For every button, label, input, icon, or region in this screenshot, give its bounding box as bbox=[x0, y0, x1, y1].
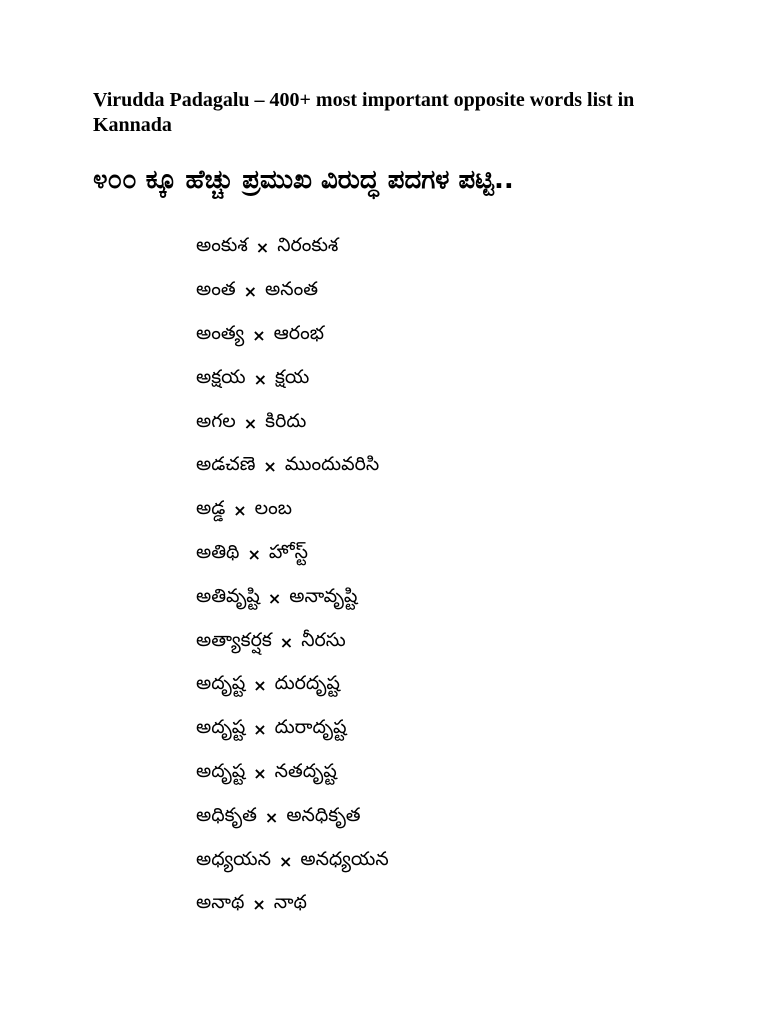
word: అదృష్ట bbox=[196, 716, 246, 739]
word-pair-item bbox=[196, 314, 389, 358]
opposite-word: నాథ bbox=[273, 891, 307, 914]
opposite-word: కిరిదు bbox=[265, 409, 307, 432]
opposite-separator-icon: × bbox=[255, 238, 270, 258]
opposite-separator-icon: × bbox=[252, 895, 266, 915]
word-pair-item bbox=[196, 620, 389, 664]
word-pair-item bbox=[196, 576, 389, 620]
opposite-word: అనధ్యయన bbox=[300, 847, 389, 870]
word: అనాథ bbox=[196, 891, 245, 914]
word-pair-item bbox=[196, 226, 389, 270]
word: అడ్డ bbox=[196, 497, 226, 520]
word-pair-item bbox=[196, 883, 389, 927]
opposite-word: దురదృష్ట bbox=[274, 672, 340, 695]
opposite-separator-icon: × bbox=[247, 544, 261, 564]
opposite-separator-icon: × bbox=[243, 282, 258, 302]
word-pair-item bbox=[196, 708, 389, 752]
word: అంత్య bbox=[196, 321, 245, 344]
opposite-separator-icon: × bbox=[253, 720, 267, 740]
opposite-word: నిరంకుశ bbox=[277, 234, 339, 257]
word: అగల bbox=[196, 409, 236, 432]
word-pair-item bbox=[196, 664, 389, 708]
opposite-word: హోస్ట్ bbox=[268, 540, 308, 563]
opposite-word: నతదృష్ట bbox=[274, 759, 337, 782]
opposite-word: ముందువరిసి bbox=[284, 453, 380, 476]
page-title-kannada: ೪೦೦ ಕ್ಕೂ ಹೆಚ್ಚು ಪ್ರಮುಖ ವಿರುದ್ಧ ಪದಗಳ ಪಟ್ಟಿ.. bbox=[93, 165, 514, 195]
opposite-word: నీరసు bbox=[301, 628, 346, 651]
opposite-word: అనావృష్టి bbox=[289, 584, 358, 607]
opposite-word: ఆరంభ bbox=[273, 321, 324, 344]
word: అతివృష్టి bbox=[196, 584, 260, 607]
word: అడచణె bbox=[196, 453, 256, 476]
word-pair-item bbox=[196, 445, 389, 489]
opposite-separator-icon: × bbox=[253, 369, 267, 389]
word: అంకుశ bbox=[196, 234, 248, 257]
opposite-separator-icon: × bbox=[263, 457, 277, 477]
word-pair-item bbox=[196, 752, 389, 796]
word: అత్యాకర్షక bbox=[196, 628, 272, 651]
word: అధికృత bbox=[196, 803, 257, 826]
word: అతిథి bbox=[196, 540, 240, 563]
opposite-word: లంబ bbox=[254, 497, 293, 520]
opposite-separator-icon: × bbox=[233, 501, 247, 521]
word-pair-item bbox=[196, 270, 389, 314]
opposite-separator-icon: × bbox=[243, 413, 258, 433]
word: అంత bbox=[196, 278, 236, 301]
word: అదృష్ట bbox=[196, 672, 246, 695]
word-pair-item bbox=[196, 401, 389, 445]
word: అదృష్ట bbox=[196, 759, 246, 782]
word-pair-item bbox=[196, 533, 389, 577]
opposite-separator-icon: × bbox=[264, 807, 279, 827]
page-title-english: Virudda Padagalu – 400+ most important opposite words list in Kannada bbox=[93, 89, 635, 136]
opposite-separator-icon: × bbox=[253, 676, 267, 696]
word: అక్షయ bbox=[196, 365, 246, 388]
word-pair-item bbox=[196, 839, 389, 883]
word-pair-item bbox=[196, 489, 389, 533]
opposite-separator-icon: × bbox=[253, 763, 267, 783]
word-pair-item bbox=[196, 357, 389, 401]
word: అధ్యయన bbox=[196, 847, 271, 870]
opposite-separator-icon: × bbox=[278, 851, 293, 871]
opposite-word: దురాదృష్ట bbox=[274, 716, 347, 739]
opposite-word: అనధికృత bbox=[286, 803, 361, 826]
opposite-separator-icon: × bbox=[252, 325, 266, 345]
opposite-separator-icon: × bbox=[279, 632, 294, 652]
opposite-word: క్షయ bbox=[274, 365, 310, 388]
opposite-words-list bbox=[196, 226, 389, 927]
opposite-word: అనంత bbox=[265, 278, 318, 301]
opposite-separator-icon: × bbox=[267, 588, 282, 608]
word-pair-item bbox=[196, 795, 389, 839]
